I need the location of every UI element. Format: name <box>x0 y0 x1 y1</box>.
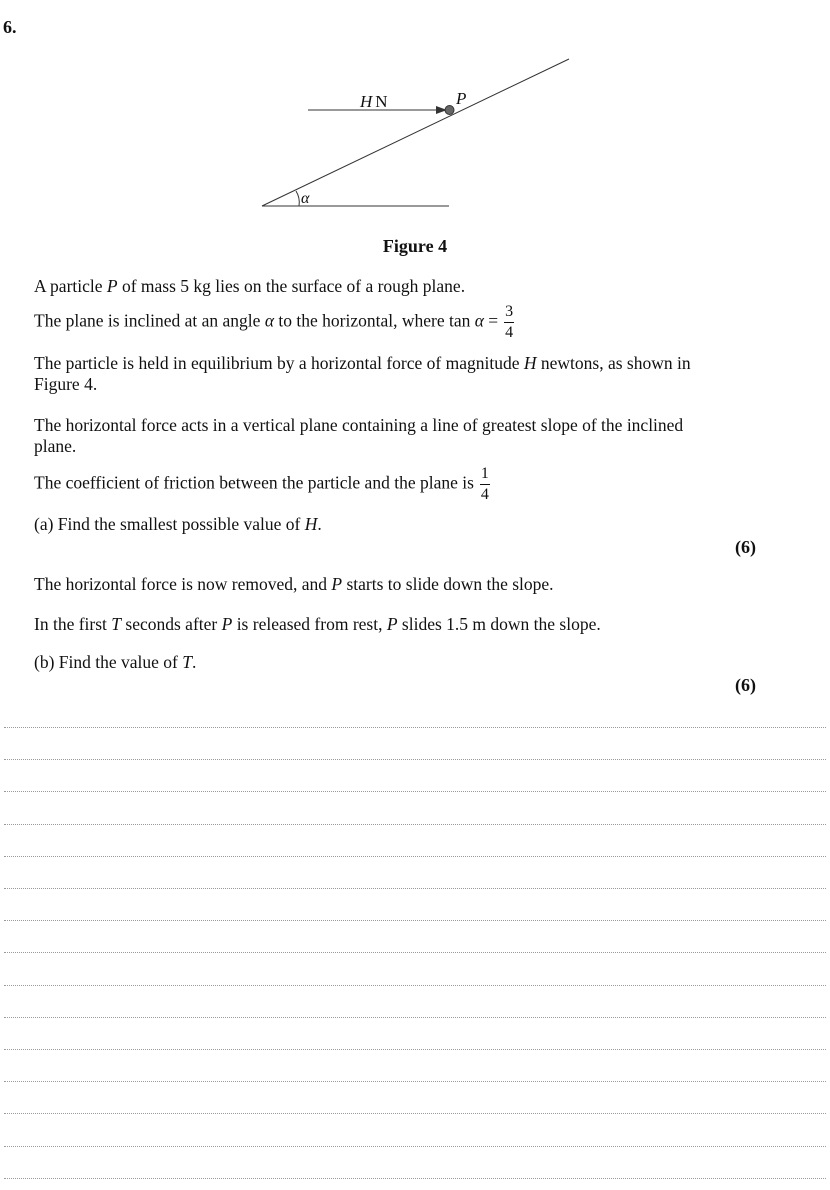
particle-label: P <box>456 89 467 108</box>
paragraph-force-plane: The horizontal force acts in a vertical plane containing a line of greatest slope of the inclined plane. <box>34 415 684 456</box>
figure-caption: Figure 4 <box>382 236 448 256</box>
inclined-plane-figure <box>0 0 830 230</box>
paragraph-incline: The plane is inclined at an angle α to the horizontal, where tan α = $\frac{3}{4}$ <box>34 303 514 341</box>
paragraph-equilibrium: The particle is held in equilibrium by a horizontal force of magnitude H newtons, as shown in Figure 4. <box>34 353 691 394</box>
paragraph-force-removed: The horizontal force is now removed, and P starts to slide down the slope. <box>34 574 554 594</box>
force-label: H N <box>360 92 388 111</box>
paragraph-particle: A particle P of mass 5 kg lies on the surface of a rough plane. <box>34 276 466 296</box>
incline-line <box>262 59 569 206</box>
answer-line[interactable] <box>4 791 826 792</box>
answer-line[interactable] <box>4 1049 826 1050</box>
question-b: (b) Find the value of T. <box>34 652 197 672</box>
paragraph-friction: The coefficient of friction between the particle and the plane is $\frac{1}{4}$ <box>34 465 489 503</box>
paragraph-slide-distance: In the first T seconds after P is released from rest, P slides 1.5 m down the slope. <box>34 614 601 634</box>
answer-line[interactable] <box>4 1017 826 1018</box>
answer-line[interactable] <box>4 888 826 889</box>
question-number: 6. <box>3 17 17 37</box>
answer-line[interactable] <box>4 727 826 728</box>
answer-line[interactable] <box>4 1081 826 1082</box>
friction-fraction: $\frac{1}{4}$ <box>480 465 489 503</box>
answer-line[interactable] <box>4 824 826 825</box>
answer-line[interactable] <box>4 1113 826 1114</box>
question-a-marks: (6) <box>735 537 756 557</box>
question-b-marks: (6) <box>735 675 756 695</box>
answer-line[interactable] <box>4 1146 826 1147</box>
answer-line[interactable] <box>4 759 826 760</box>
answer-line[interactable] <box>4 1178 826 1179</box>
angle-label: α <box>301 190 310 207</box>
answer-line[interactable] <box>4 985 826 986</box>
tan-fraction: $\frac{3}{4}$ <box>505 303 514 341</box>
answer-line[interactable] <box>4 920 826 921</box>
answer-line[interactable] <box>4 856 826 857</box>
particle-dot <box>445 106 454 115</box>
angle-arc <box>296 191 299 206</box>
question-a: (a) Find the smallest possible value of H. <box>34 514 322 534</box>
answer-line[interactable] <box>4 952 826 953</box>
